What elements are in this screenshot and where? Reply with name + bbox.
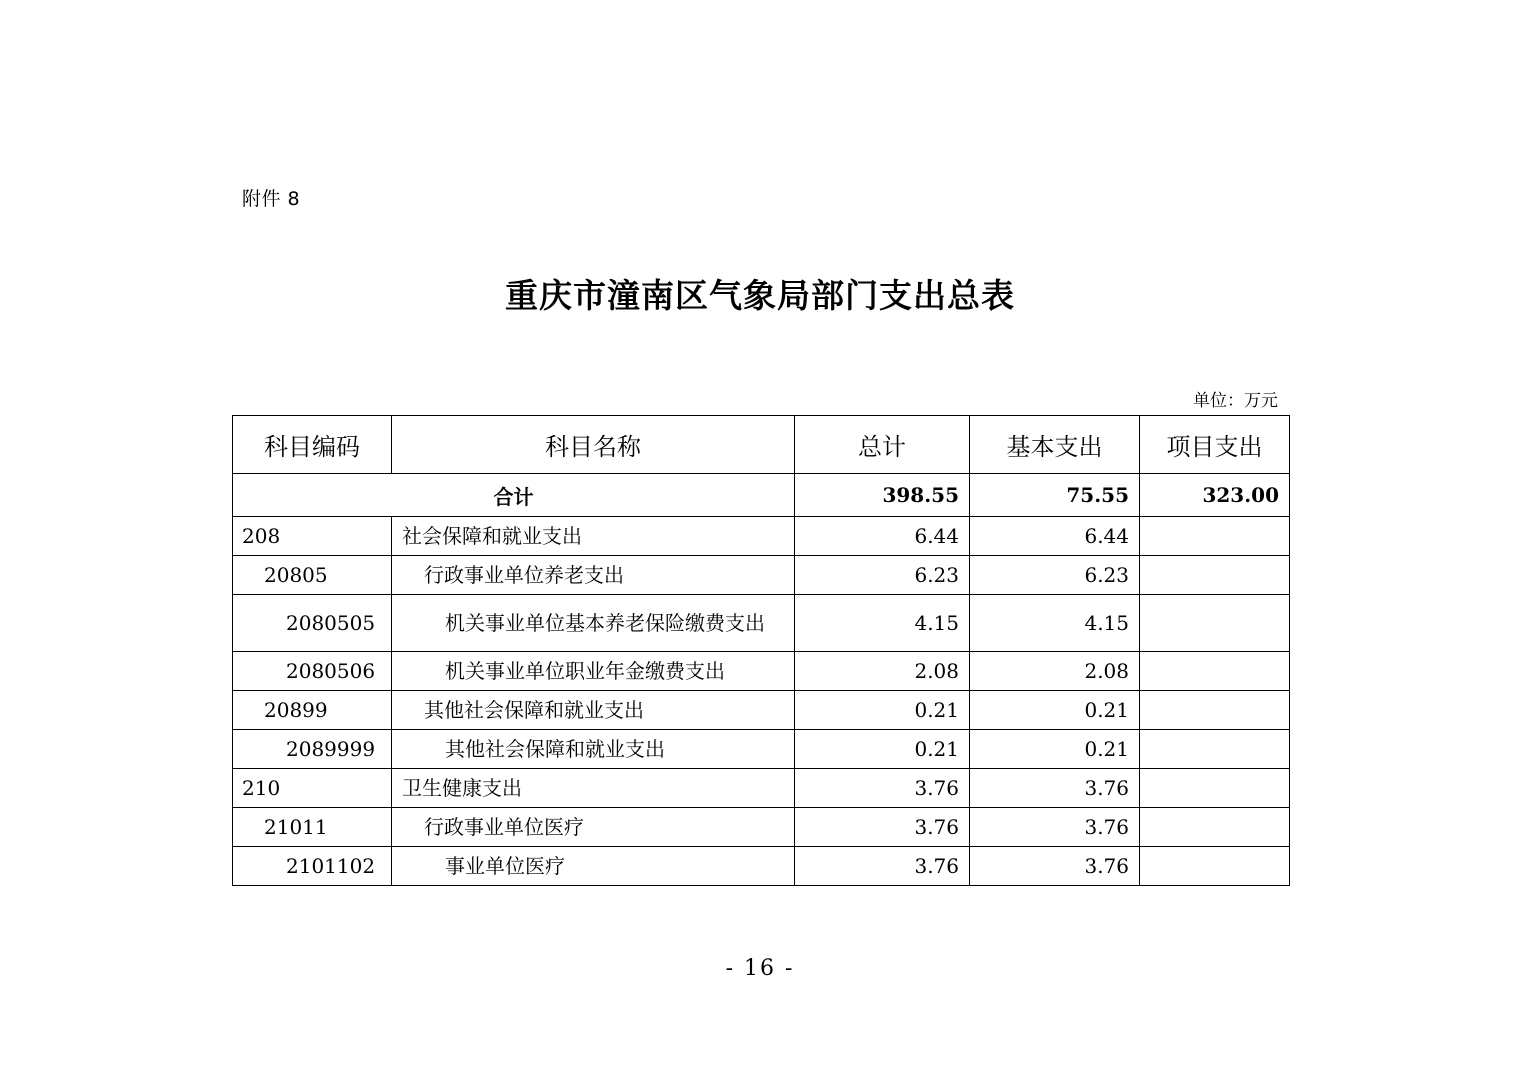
- row-code: 2080505: [233, 595, 392, 652]
- row-code: 20899: [233, 691, 392, 730]
- row-project: [1140, 517, 1290, 556]
- row-total: 4.15: [795, 595, 970, 652]
- row-name: 其他社会保障和就业支出: [392, 730, 795, 769]
- row-code: 2089999: [233, 730, 392, 769]
- row-name: 行政事业单位养老支出: [392, 556, 795, 595]
- page-number: - 16 -: [725, 956, 795, 981]
- row-project: [1140, 847, 1290, 886]
- row-code: 208: [233, 517, 392, 556]
- table-row: [233, 808, 1290, 847]
- header-code: 科目编码: [233, 416, 392, 474]
- total-row: [233, 474, 1290, 517]
- row-total: 3.76: [795, 847, 970, 886]
- attachment-label: 附件 8: [242, 188, 301, 210]
- row-name: 其他社会保障和就业支出: [392, 691, 795, 730]
- row-name: 事业单位医疗: [392, 847, 795, 886]
- row-basic: 3.76: [970, 769, 1140, 808]
- row-name: 行政事业单位医疗: [392, 808, 795, 847]
- row-project: [1140, 556, 1290, 595]
- table-row: [233, 595, 1290, 652]
- header-total: 总计: [795, 416, 970, 474]
- total-project-value: 323.00: [1140, 474, 1290, 517]
- row-total: 0.21: [795, 691, 970, 730]
- row-total: 3.76: [795, 769, 970, 808]
- row-project: [1140, 691, 1290, 730]
- total-basic-value: 75.55: [970, 474, 1140, 517]
- row-project: [1140, 595, 1290, 652]
- row-total: 6.44: [795, 517, 970, 556]
- table-row: [233, 769, 1290, 808]
- row-total: 6.23: [795, 556, 970, 595]
- row-code: 20805: [233, 556, 392, 595]
- header-basic: 基本支出: [970, 416, 1140, 474]
- table-row: [233, 556, 1290, 595]
- page-title: 重庆市潼南区气象局部门支出总表: [505, 276, 1015, 315]
- row-basic: 0.21: [970, 691, 1140, 730]
- row-total: 0.21: [795, 730, 970, 769]
- row-name: 社会保障和就业支出: [392, 517, 795, 556]
- row-basic: 6.44: [970, 517, 1140, 556]
- row-basic: 0.21: [970, 730, 1140, 769]
- expenditure-table: [232, 415, 1290, 886]
- row-basic: 3.76: [970, 808, 1140, 847]
- table-row: [233, 847, 1290, 886]
- total-label: 合计: [233, 474, 795, 517]
- row-code: 2101102: [233, 847, 392, 886]
- row-basic: 2.08: [970, 652, 1140, 691]
- table-row: [233, 517, 1290, 556]
- row-total: 2.08: [795, 652, 970, 691]
- table-row: [233, 652, 1290, 691]
- table-header-row: [233, 416, 1290, 474]
- header-project: 项目支出: [1140, 416, 1290, 474]
- row-project: [1140, 769, 1290, 808]
- row-total: 3.76: [795, 808, 970, 847]
- row-basic: 6.23: [970, 556, 1140, 595]
- row-project: [1140, 730, 1290, 769]
- row-name: 卫生健康支出: [392, 769, 795, 808]
- row-name: 机关事业单位职业年金缴费支出: [392, 652, 795, 691]
- row-code: 2080506: [233, 652, 392, 691]
- row-project: [1140, 652, 1290, 691]
- row-basic: 4.15: [970, 595, 1140, 652]
- unit-label: 单位：万元: [1193, 391, 1278, 411]
- row-basic: 3.76: [970, 847, 1140, 886]
- row-name: 机关事业单位基本养老保险缴费支出: [392, 595, 795, 652]
- table-row: [233, 730, 1290, 769]
- table-row: [233, 691, 1290, 730]
- row-project: [1140, 808, 1290, 847]
- row-code: 21011: [233, 808, 392, 847]
- header-name: 科目名称: [392, 416, 795, 474]
- row-code: 210: [233, 769, 392, 808]
- total-value: 398.55: [795, 474, 970, 517]
